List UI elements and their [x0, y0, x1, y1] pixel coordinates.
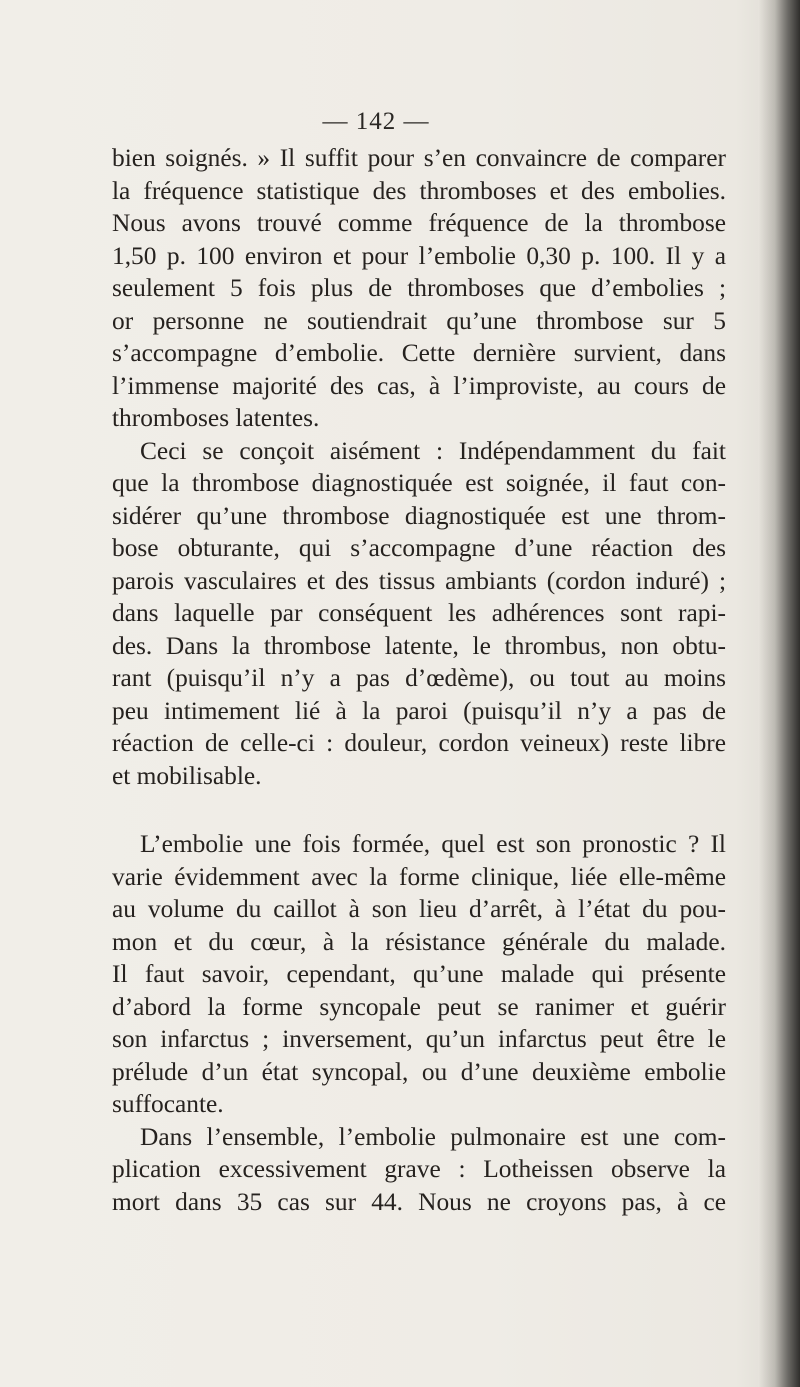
text-line: parois vasculaires et des tissus ambiants (cordon induré) ;	[112, 566, 726, 595]
text-line: s’accompagne d’embolie. Cette dernière survient, dans	[112, 339, 726, 367]
text-line: prélude d’un état syncopal, ou d’une deuxième embolie	[112, 1057, 726, 1086]
page-edge-shadow	[758, 0, 800, 1387]
text-line: mort dans 35 cas sur 44. Nous ne croyons pas, à ce	[112, 1187, 726, 1216]
paragraph-gap	[112, 792, 726, 828]
text-line: sidérer qu’une thrombose diagnostiquée est une throm-	[112, 501, 726, 530]
text-line: or personne ne soutiendrait qu’une thrombose sur 5	[112, 306, 726, 335]
text-line: suffocante.	[112, 1090, 224, 1118]
text-line: thromboses latentes.	[112, 404, 320, 432]
text-line: que la thrombose diagnostiquée est soignée, il faut con-	[112, 469, 726, 497]
text-line: bose obturante, qui s’accompagne d’une réaction des	[112, 534, 726, 562]
text-line: réaction de celle-ci : douleur, cordon veineux) reste libre	[112, 729, 726, 757]
page-number: — 142 —	[322, 108, 430, 135]
text-line: l’immense majorité des cas, à l’improviste, au cours de	[112, 371, 726, 400]
text-line: L’embolie une fois formée, quel est son pronostic ? Il	[140, 830, 726, 858]
text-line: 1,50 p. 100 environ et pour l’embolie 0,30 p. 100. Il y a	[112, 241, 726, 270]
text-line: son infarctus ; inversement, qu’un infarctus peut être le	[112, 1025, 726, 1053]
text-line: Dans l’ensemble, l’embolie pulmonaire est une com-	[140, 1122, 726, 1151]
text-line: la fréquence statistique des thromboses et des embolies.	[112, 176, 726, 205]
paragraph	[112, 1121, 726, 1219]
text-line: et mobilisable.	[112, 761, 262, 790]
paragraph	[112, 435, 726, 793]
paragraph	[112, 142, 726, 435]
text-line: Il faut savoir, cependant, qu’une malade qui présente	[112, 960, 726, 988]
text-line: seulement 5 fois plus de thromboses que d’embolies ;	[112, 274, 726, 302]
text-line: varie évidemment avec la forme clinique, liée elle-même	[112, 862, 726, 891]
text-line: au volume du caillot à son lieu d’arrêt, à l’état du pou-	[112, 895, 726, 923]
text-line: bien soignés. » Il suffit pour s’en convaincre de comparer	[112, 144, 726, 172]
text-line: dans laquelle par conséquent les adhérences sont rapi-	[112, 599, 726, 627]
text-line: plication excessivement grave : Lotheissen observe la	[112, 1155, 726, 1183]
body-text	[112, 142, 726, 1218]
text-line: mon et du cœur, à la résistance générale du malade.	[112, 927, 726, 956]
text-line: d’abord la forme syncopale peut se ranimer et guérir	[112, 992, 726, 1021]
text-line: Nous avons trouvé comme fréquence de la thrombose	[112, 209, 726, 237]
text-line: peu intimement lié à la paroi (puisqu’il n’y a pas de	[112, 696, 726, 725]
text-line: Ceci se conçoit aisément : Indépendamment du fait	[140, 436, 726, 465]
text-line: des. Dans la thrombose latente, le thrombus, non obtu-	[112, 631, 726, 660]
paragraph	[112, 828, 726, 1121]
text-line: rant (puisqu’il n’y a pas d’œdème), ou tout au moins	[112, 664, 726, 692]
